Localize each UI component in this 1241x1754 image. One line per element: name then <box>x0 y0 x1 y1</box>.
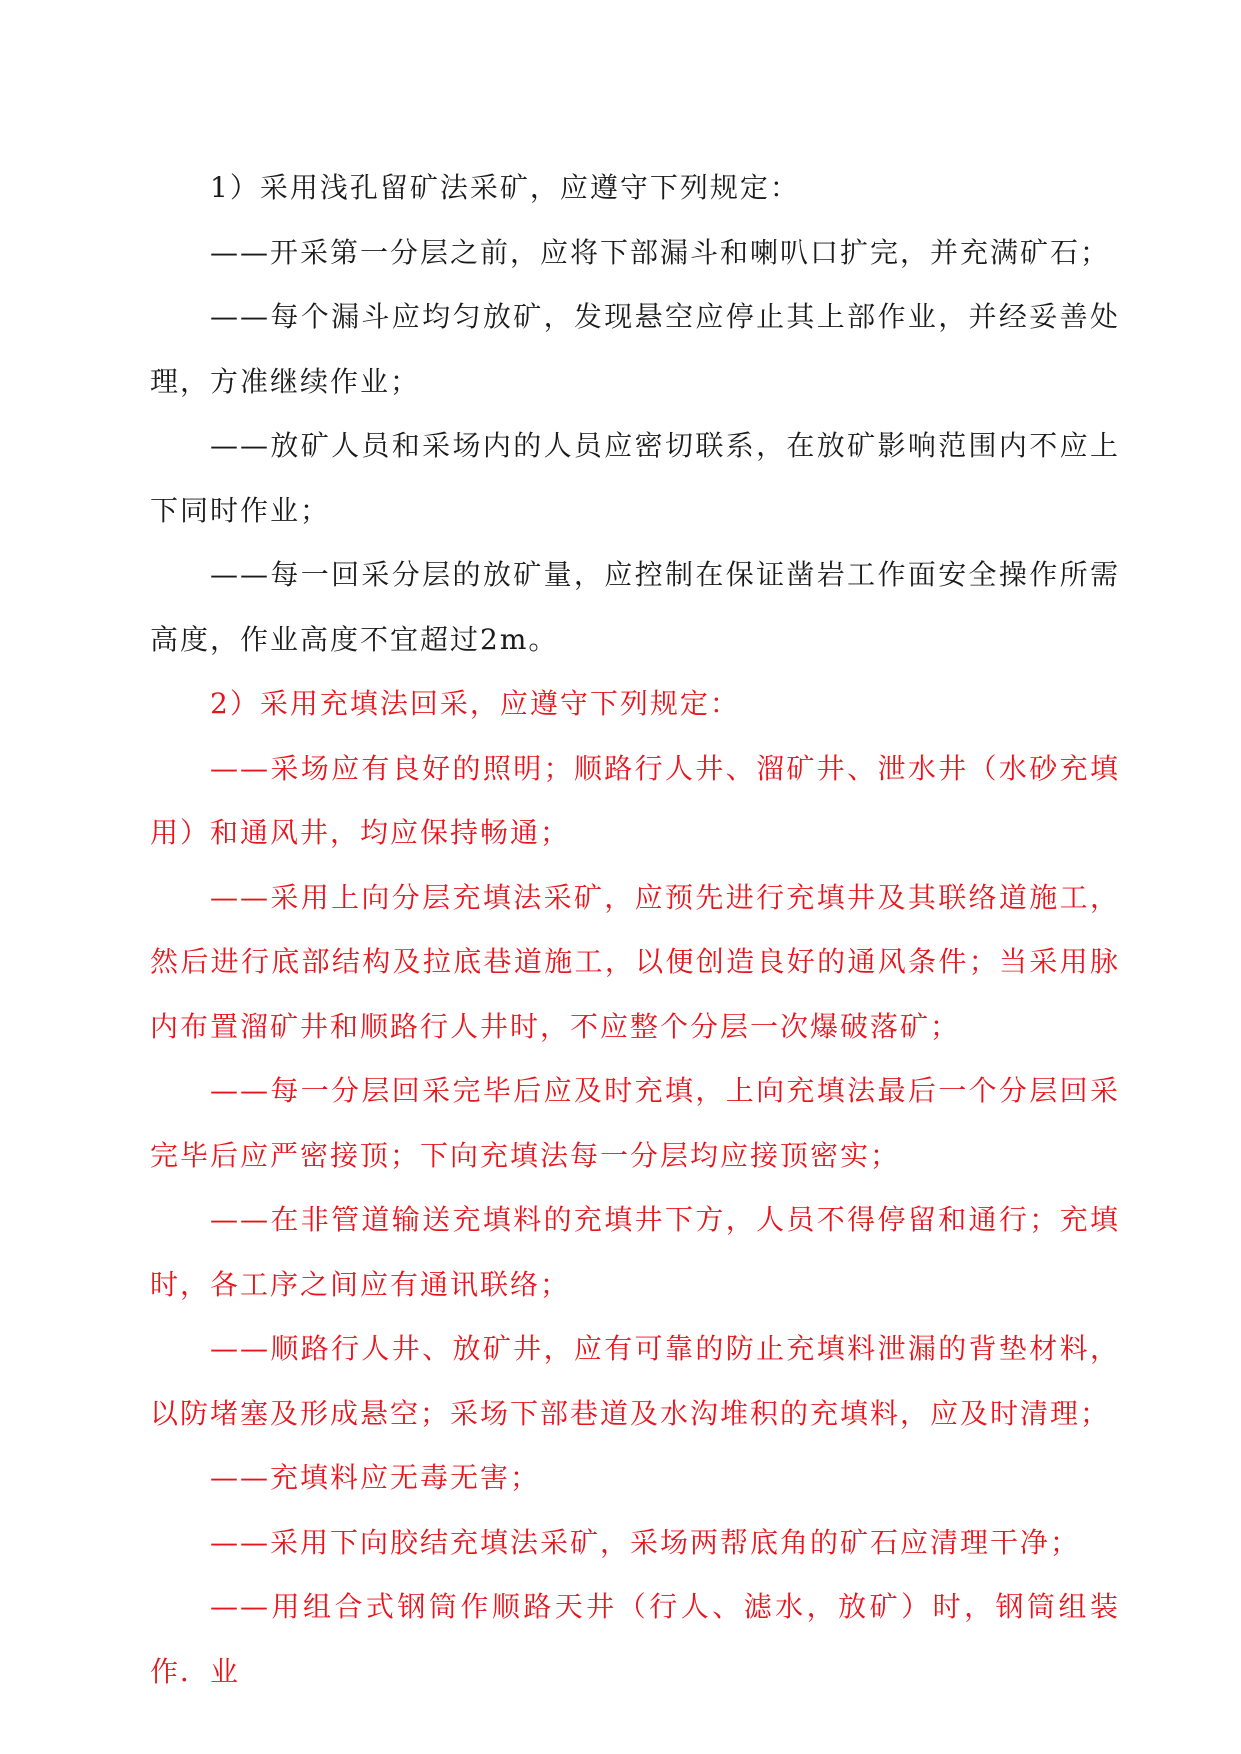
document-body <box>150 156 1120 1704</box>
section2-item-8: ——用组合式钢筒作顺路天井（行人、滤水，放矿）时，钢筒组装作．业 <box>150 1590 1120 1688</box>
section1-item-3: ——放矿人员和采场内的人员应密切联系，在放矿影响范围内不应上下同时作业； <box>150 429 1120 527</box>
section2-heading: 2）采用充填法回采，应遵守下列规定： <box>210 687 740 720</box>
section1-item-1: ——开采第一分层之前，应将下部漏斗和喇叭口扩完，并充满矿石； <box>210 235 1111 269</box>
section2-item-2: ——采用上向分层充填法采矿，应预先进行充填井及其联络道施工，然后进行底部结构及拉底巷道施工，以便创造良好的通风条件；当采用脉内布置溜矿井和顺路行人井时，不应整个分层一次爆破落矿； <box>150 880 1120 1043</box>
section2-item-6: ——充填料应无毒无害； <box>210 1461 541 1494</box>
section2-item-4: ——在非管道输送充填料的充填井下方，人员不得停留和通行；充填时，各工序之间应有通讯联络； <box>150 1203 1120 1301</box>
section2-item-7: ——采用下向胶结充填法采矿，采场两帮底角的矿石应清理干净； <box>210 1525 1081 1559</box>
section1-item-2: ——每个漏斗应均匀放矿，发现悬空应停止其上部作业，并经妥善处理，方准继续作业； <box>150 300 1120 398</box>
section2-item-1: ——采场应有良好的照明；顺路行人井、溜矿井、泄水井（水砂充填用）和通风井，均应保持畅通； <box>150 751 1120 849</box>
section2-item-5: ——顺路行人井、放矿井，应有可靠的防止充填料泄漏的背垫材料，以防堵塞及形成悬空；采场下部巷道及水沟堆积的充填料，应及时清理； <box>150 1332 1120 1430</box>
section1-heading: 1）采用浅孔留矿法采矿，应遵守下列规定： <box>210 171 800 204</box>
section2-item-3: ——每一分层回采完毕后应及时充填，上向充填法最后一个分层回采完毕后应严密接顶；下向充填法每一分层均应接顶密实； <box>150 1074 1120 1172</box>
section1-item-4: ——每一回采分层的放矿量，应控制在保证凿岩工作面安全操作所需高度，作业高度不宜超过2m。 <box>150 558 1120 656</box>
